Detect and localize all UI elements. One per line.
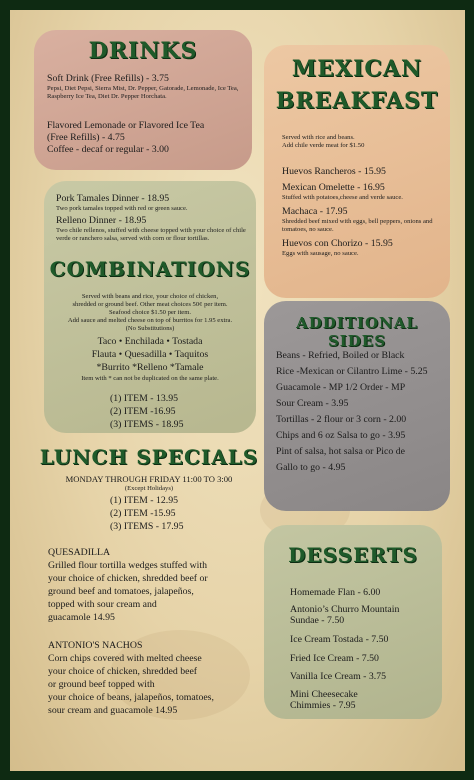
nachos-desc-4: your choice of beans, jalapeños, tomatoes, — [48, 692, 214, 703]
combinations-items-line1: Taco • Enchilada • Tostada — [97, 336, 203, 347]
lunch-price-2: (2) ITEM -15.95 — [110, 508, 176, 519]
machaca-desc: Shredded beef mixed with eggs, bell peppers, onions and tomatoes, no sauce. — [282, 218, 433, 233]
churro-item: Antonio’s Churro Mountain — [290, 604, 400, 615]
huevos-rancheros-item: Huevos Rancheros - 15.95 — [282, 166, 386, 177]
ice-cream-tostada-item: Ice Cream Tostada - 7.50 — [290, 634, 389, 645]
coffee-item: Coffee - decaf or regular - 3.00 — [47, 144, 169, 155]
lemonade-item: Flavored Lemonade or Flavored Ice Tea — [47, 120, 205, 131]
nachos-desc-2: your choice of chicken, shredded beef — [48, 666, 198, 677]
combination-price-3: (3) ITEMS - 18.95 — [110, 419, 184, 430]
combinations-desc-3: Seafood choice $1.50 per item. — [108, 309, 192, 316]
soft-drink-desc: Pepsi, Diet Pepsi, Sierra Mist, Dr. Pepper, Gatorade, Lemonade, Ice Tea, Raspberry Ice Tea, Diet Dr. Pepper Horchata. — [47, 85, 239, 100]
combinations-items-line3: *Burrito *Relleno *Tamale — [96, 362, 204, 373]
combinations-items-line2: Flauta • Quesadilla • Taquitos — [91, 349, 209, 360]
nachos-desc-1: Corn chips covered with melted cheese — [48, 653, 202, 664]
combinations-desc-1: Served with beans and rice, your choice of chicken, — [81, 293, 219, 300]
sides-line-6: Chips and 6 oz Salsa to go - 3.95 — [276, 430, 406, 441]
sides-line-5: Tortillas - 2 flour or 3 corn - 2.00 — [276, 414, 407, 425]
sides-line-2: Rice -Mexican or Cilantro Lime - 5.25 — [276, 366, 428, 377]
sides-line-1: Beans - Refried, Boiled or Black — [276, 350, 405, 361]
omelette-item: Mexican Omelette - 16.95 — [282, 182, 385, 193]
pork-tamales-item: Pork Tamales Dinner - 18.95 — [56, 193, 170, 204]
combinations-desc-4: Add sauce and melted cheese on top of burritos for 1.95 extra. — [67, 317, 233, 324]
cheesecake-item-price: Chimmies - 7.95 — [290, 700, 356, 711]
combinations-desc-5: (No Substitutions) — [125, 325, 175, 332]
pork-tamales-desc: Two pork tamales topped with red or green sauce. — [56, 205, 188, 212]
sides-line-7: Pint of salsa, hot salsa or Pico de — [276, 446, 405, 457]
omelette-desc: Stuffed with potatoes,cheese and verde sauce. — [282, 194, 403, 201]
lunch-specials-title: LUNCH SPECIALS — [39, 445, 259, 469]
quesadilla-desc-5: guacamole 14.95 — [48, 612, 115, 623]
sides-line-4: Sour Cream - 3.95 — [276, 398, 349, 409]
lemonade-item-price: (Free Refills) - 4.75 — [47, 132, 125, 143]
quesadilla-desc-4: topped with sour cream and — [48, 599, 157, 610]
combination-price-2: (2) ITEM -16.95 — [110, 406, 176, 417]
lunch-days: MONDAY THROUGH FRIDAY 11:00 TO 3:00 — [65, 474, 233, 484]
combinations-desc-2: shredded or ground beef. Other meat choices 50¢ per item. — [72, 301, 228, 308]
lunch-except: (Except Holidays) — [124, 485, 174, 492]
quesadilla-title: QUESADILLA — [48, 547, 111, 558]
vanilla-ice-cream-item: Vanilla Ice Cream - 3.75 — [290, 671, 387, 682]
combinations-note: Item with * can not be duplicated on the same plate. — [81, 375, 219, 382]
breakfast-title-line1: MEXICAN — [291, 56, 423, 82]
chorizo-desc: Eggs with sausage, no sauce. — [282, 250, 359, 257]
sides-line-3: Guacamole - MP 1/2 Order - MP — [276, 382, 406, 393]
nachos-desc-5: sour cream and guacamole 14.95 — [48, 705, 178, 716]
sides-line-8: Gallo to go - 4.95 — [276, 462, 346, 473]
sides-title: ADDITIONAL SIDES — [296, 314, 418, 350]
chorizo-item: Huevos con Chorizo - 15.95 — [282, 238, 393, 249]
combination-price-1: (1) ITEM - 13.95 — [110, 393, 179, 404]
combinations-title: COMBINATIONS — [49, 257, 251, 281]
breakfast-note: Served with rice and beans. — [282, 134, 355, 141]
relleno-item: Relleno Dinner - 18.95 — [56, 215, 147, 226]
machaca-item: Machaca - 17.95 — [282, 206, 348, 217]
fried-ice-cream-item: Fried Ice Cream - 7.50 — [290, 653, 379, 664]
churro-item-price: Sundae - 7.50 — [290, 615, 345, 626]
quesadilla-desc-3: ground beef and tomatoes, jalapeños, — [48, 586, 194, 597]
quesadilla-desc-1: Grilled flour tortilla wedges stuffed with — [48, 560, 207, 571]
nachos-title: ANTONIO'S NACHOS — [48, 640, 143, 651]
lunch-price-1: (1) ITEM - 12.95 — [110, 495, 179, 506]
cheesecake-item: Mini Cheesecake — [290, 689, 358, 700]
relleno-desc: Two chile rellenos, stuffed with cheese topped with your choice of chile verde or ranchero salsa, served with corn or flour tortillas. — [56, 227, 246, 242]
lunch-price-3: (3) ITEMS - 17.95 — [110, 521, 184, 532]
menu-page — [10, 10, 465, 771]
quesadilla-desc-2: your choice of chicken, shredded beef or — [48, 573, 208, 584]
breakfast-note-extra: Add chile verde meat for $1.50 — [282, 142, 365, 149]
breakfast-title-line2: BREAKFAST — [275, 88, 439, 114]
flan-item: Homemade Flan - 6.00 — [290, 587, 381, 598]
soft-drink-item: Soft Drink (Free Refills) - 3.75 — [47, 73, 169, 84]
nachos-desc-3: or ground beef topped with — [48, 679, 155, 690]
desserts-title: DESSERTS — [288, 543, 418, 567]
drinks-title: DRINKS — [88, 38, 198, 64]
